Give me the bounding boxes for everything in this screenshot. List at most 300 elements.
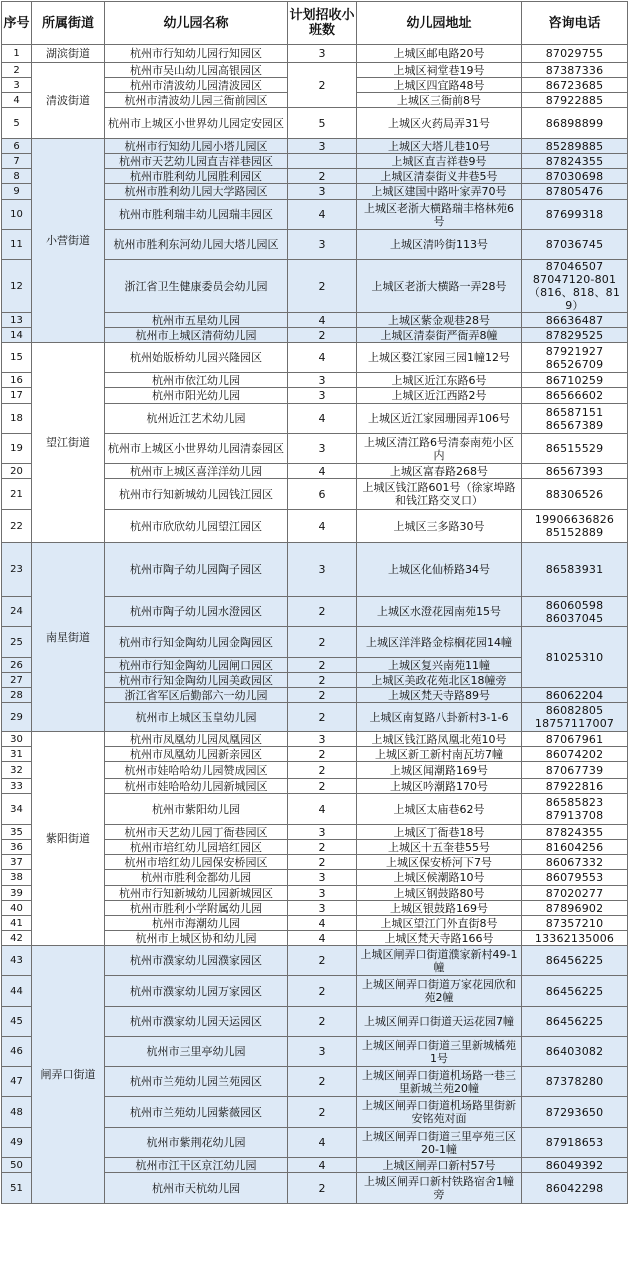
class-count: 2 <box>288 658 357 673</box>
row-number: 20 <box>2 464 32 479</box>
class-count: 2 <box>288 627 357 658</box>
phone-cell <box>522 108 628 139</box>
phone-number: 88306526 <box>545 487 604 501</box>
kindergarten-name: 杭州市上城区玉皇幼儿园 <box>105 703 288 732</box>
header-phone: 咨询电话 <box>522 2 628 45</box>
kindergarten-name: 杭州市行知新城幼儿园新城园区 <box>105 886 288 901</box>
table-header <box>2 2 628 45</box>
phone-number: 85152889 <box>545 526 604 539</box>
phone-number: 86037045 <box>545 611 604 625</box>
phone-cell <box>522 825 628 840</box>
kindergarten-address: 上城区直吉祥巷9号 <box>357 154 522 169</box>
phone-number: 87020277 <box>545 886 604 900</box>
kindergarten-name: 杭州市行知金陶幼儿园金陶园区 <box>105 627 288 658</box>
street-cell: 紫阳街道 <box>32 732 105 946</box>
kindergarten-address: 上城区十五奎巷55号 <box>357 840 522 855</box>
phone-cell <box>522 388 628 404</box>
kindergarten-name: 杭州市胜利东河幼儿园大塔儿园区 <box>105 230 288 260</box>
phone-cell <box>522 93 628 108</box>
kindergarten-name: 杭州市上城区协和幼儿园 <box>105 931 288 946</box>
phone-number: 86060598 <box>545 598 604 612</box>
kindergarten-name: 杭州市胜利小学附属幼儿园 <box>105 901 288 916</box>
phone-number: 87293650 <box>545 1105 604 1119</box>
phone-number: 87699318 <box>545 208 604 221</box>
kindergarten-address: 上城区太庙巷62号 <box>357 794 522 825</box>
class-count: 3 <box>288 45 357 63</box>
phone-number: 87918653 <box>545 1136 604 1149</box>
phone-cell <box>522 230 628 260</box>
row-number: 14 <box>2 328 32 343</box>
header-no: 序号 <box>2 2 32 45</box>
class-count: 2 <box>288 703 357 732</box>
class-count: 4 <box>288 200 357 230</box>
row-number: 34 <box>2 794 32 825</box>
row-number: 45 <box>2 1007 32 1037</box>
kindergarten-address: 上城区富春路268号 <box>357 464 522 479</box>
kindergarten-address: 上城区清吟街113号 <box>357 230 522 260</box>
phone-cell <box>522 404 628 434</box>
phone-number: 87921927 <box>545 344 604 358</box>
class-count: 4 <box>288 794 357 825</box>
kindergarten-name: 杭州市天杭幼儿园 <box>105 1173 288 1204</box>
kindergarten-name: 杭州市清波幼儿园三衙前园区 <box>105 93 288 108</box>
kindergarten-address: 上城区闸弄口街道三里亭苑三区20-1幢 <box>357 1128 522 1158</box>
class-count: 2 <box>288 169 357 184</box>
phone-cell <box>522 762 628 779</box>
class-count: 2 <box>288 63 357 108</box>
kindergarten-address: 上城区清泰街严衙弄8幢 <box>357 328 522 343</box>
class-count: 2 <box>288 328 357 343</box>
kindergarten-name: 杭州近江艺术幼儿园 <box>105 404 288 434</box>
street-cell: 望江街道 <box>32 343 105 543</box>
kindergarten-name: 杭州市娃哈哈幼儿园新城园区 <box>105 779 288 794</box>
kindergarten-address: 上城区水澄花园南苑15号 <box>357 597 522 627</box>
kindergarten-name: 杭州市上城区小世界幼儿园清泰园区 <box>105 434 288 464</box>
kindergarten-name: 杭州市凤凰幼儿园新亲园区 <box>105 747 288 762</box>
kindergarten-name: 杭州市培红幼儿园培红园区 <box>105 840 288 855</box>
phone-number: 86898899 <box>545 116 604 130</box>
header-row <box>2 2 628 45</box>
row-number: 29 <box>2 703 32 732</box>
class-count: 2 <box>288 1097 357 1128</box>
row-number: 1 <box>2 45 32 63</box>
table-row <box>2 732 628 747</box>
kindergarten-address: 上城区闸弄口新村铁路宿舍1幢旁 <box>357 1173 522 1204</box>
kindergarten-address: 上城区候潮路10号 <box>357 870 522 886</box>
phone-number: 87378280 <box>545 1075 604 1088</box>
street-cell: 闸弄口街道 <box>32 946 105 1204</box>
phone-number: 87922885 <box>545 93 604 107</box>
kindergarten-address: 上城区丁衙巷18号 <box>357 825 522 840</box>
phone-number: 86403082 <box>545 1045 604 1058</box>
kindergarten-address: 上城区大塔儿巷10号 <box>357 139 522 154</box>
row-number: 32 <box>2 762 32 779</box>
phone-cell <box>522 464 628 479</box>
kindergarten-name: 杭州市五星幼儿园 <box>105 313 288 328</box>
row-number: 38 <box>2 870 32 886</box>
kindergarten-address: 上城区四宜路48号 <box>357 78 522 93</box>
phone-cell <box>522 627 628 688</box>
kindergarten-address: 上城区闸弄口街道三里新城橘苑1号 <box>357 1037 522 1067</box>
row-number: 46 <box>2 1037 32 1067</box>
kindergarten-name: 杭州始版桥幼儿园兴隆园区 <box>105 343 288 373</box>
kindergarten-name: 杭州市胜利幼儿园胜利园区 <box>105 169 288 184</box>
kindergarten-name: 杭州市行知幼儿园小塔儿园区 <box>105 139 288 154</box>
class-count: 4 <box>288 343 357 373</box>
kindergarten-name: 杭州市依江幼儿园 <box>105 373 288 388</box>
kindergarten-address: 上城区闸弄口新村57号 <box>357 1158 522 1173</box>
row-number: 31 <box>2 747 32 762</box>
class-count: 4 <box>288 1158 357 1173</box>
phone-cell <box>522 169 628 184</box>
kindergarten-address: 上城区老浙大横路一弄28号 <box>357 260 522 313</box>
class-count: 3 <box>288 732 357 747</box>
phone-number: 86526709 <box>545 357 604 371</box>
class-count: 4 <box>288 1128 357 1158</box>
kindergarten-address: 上城区钱江路601号（徐家埠路和钱江路交叉口） <box>357 479 522 510</box>
class-count <box>288 154 357 169</box>
phone-cell <box>522 328 628 343</box>
class-count: 3 <box>288 901 357 916</box>
class-count: 2 <box>288 673 357 688</box>
header-street: 所属街道 <box>32 2 105 45</box>
phone-number: 87067739 <box>545 763 604 777</box>
kindergarten-address: 上城区三衙前8号 <box>357 93 522 108</box>
kindergarten-name: 杭州市兰苑幼儿园兰苑园区 <box>105 1067 288 1097</box>
table-row <box>2 63 628 78</box>
phone-number: （816、818、819） <box>528 286 621 312</box>
class-count: 6 <box>288 479 357 510</box>
kindergarten-address: 上城区三多路30号 <box>357 510 522 543</box>
phone-cell <box>522 840 628 855</box>
phone-number: 87047120-801 <box>532 273 617 286</box>
class-count: 3 <box>288 434 357 464</box>
row-number: 30 <box>2 732 32 747</box>
kindergarten-name: 杭州市紫荆花幼儿园 <box>105 1128 288 1158</box>
row-number: 15 <box>2 343 32 373</box>
class-count: 2 <box>288 976 357 1007</box>
row-number: 9 <box>2 184 32 200</box>
kindergarten-address: 上城区婺江家园三园1幢12号 <box>357 343 522 373</box>
phone-cell <box>522 794 628 825</box>
class-count: 3 <box>288 184 357 200</box>
row-number: 18 <box>2 404 32 434</box>
kindergarten-address: 上城区钱江路凤凰北苑10号 <box>357 732 522 747</box>
kindergarten-name: 浙江省军区后勤部六一幼儿园 <box>105 688 288 703</box>
class-count: 2 <box>288 762 357 779</box>
phone-number: 87030698 <box>545 169 604 183</box>
kindergarten-address: 上城区老浙大横路瑞丰格林苑6号 <box>357 200 522 230</box>
phone-number: 86074202 <box>545 747 604 761</box>
phone-cell <box>522 139 628 154</box>
row-number: 8 <box>2 169 32 184</box>
row-number: 4 <box>2 93 32 108</box>
kindergarten-address: 上城区近江家园珊园弄106号 <box>357 404 522 434</box>
class-count: 2 <box>288 747 357 762</box>
kindergarten-name: 杭州市胜利瑞丰幼儿园瑞丰园区 <box>105 200 288 230</box>
phone-cell <box>522 703 628 732</box>
phone-number: 86723685 <box>545 78 604 92</box>
phone-cell <box>522 63 628 78</box>
street-cell: 小营街道 <box>32 139 105 343</box>
row-number: 43 <box>2 946 32 976</box>
class-count: 2 <box>288 779 357 794</box>
kindergarten-address: 上城区近江西路2号 <box>357 388 522 404</box>
kindergarten-name: 杭州市行知新城幼儿园钱江园区 <box>105 479 288 510</box>
phone-cell <box>522 1173 628 1204</box>
kindergarten-address: 上城区洋泮路金棕榈花园14幢 <box>357 627 522 658</box>
kindergarten-name: 杭州市欣欣幼儿园望江园区 <box>105 510 288 543</box>
class-count: 2 <box>288 260 357 313</box>
phone-number: 86042298 <box>545 1181 604 1195</box>
class-count: 3 <box>288 230 357 260</box>
kindergarten-name: 杭州市上城区小世界幼儿园定安园区 <box>105 108 288 139</box>
phone-cell <box>522 479 628 510</box>
row-number: 36 <box>2 840 32 855</box>
phone-number: 87829525 <box>545 328 604 342</box>
phone-number: 86583931 <box>545 563 604 576</box>
kindergarten-name: 杭州市行知金陶幼儿园闸口园区 <box>105 658 288 673</box>
row-number: 37 <box>2 855 32 870</box>
kindergarten-address: 上城区闸弄口街道机场路一巷三里新城兰苑20幢 <box>357 1067 522 1097</box>
row-number: 47 <box>2 1067 32 1097</box>
class-count: 3 <box>288 139 357 154</box>
kindergarten-address: 上城区闸弄口街道濮家新村49-1幢 <box>357 946 522 976</box>
phone-number: 87357210 <box>545 916 604 930</box>
phone-number: 86062204 <box>545 688 604 702</box>
kindergarten-address: 上城区梵天寺路166号 <box>357 931 522 946</box>
phone-number: 81025310 <box>545 650 604 664</box>
row-number: 39 <box>2 886 32 901</box>
row-number: 51 <box>2 1173 32 1204</box>
row-number: 41 <box>2 916 32 931</box>
table-row <box>2 343 628 373</box>
row-number: 33 <box>2 779 32 794</box>
phone-number: 87046507 <box>545 260 604 273</box>
row-number: 6 <box>2 139 32 154</box>
class-count: 3 <box>288 543 357 597</box>
class-count: 2 <box>288 855 357 870</box>
table-body <box>2 45 628 1204</box>
street-cell: 湖滨街道 <box>32 45 105 63</box>
kindergarten-address: 上城区南复路八卦新村3-1-6 <box>357 703 522 732</box>
phone-number: 86567389 <box>545 418 604 432</box>
kindergarten-name: 杭州市胜利幼儿园大学路园区 <box>105 184 288 200</box>
class-count: 2 <box>288 688 357 703</box>
row-number: 13 <box>2 313 32 328</box>
row-number: 16 <box>2 373 32 388</box>
row-number: 10 <box>2 200 32 230</box>
phone-cell <box>522 901 628 916</box>
header-classes: 计划招收小班数 <box>288 2 357 45</box>
class-count: 4 <box>288 916 357 931</box>
phone-number: 86456225 <box>545 954 604 967</box>
kindergarten-address: 上城区闸弄口街道万家花园欣和苑2幢 <box>357 976 522 1007</box>
row-number: 25 <box>2 627 32 658</box>
phone-cell <box>522 343 628 373</box>
kindergarten-name: 杭州市天艺幼儿园丁衙巷园区 <box>105 825 288 840</box>
class-count: 4 <box>288 404 357 434</box>
kindergarten-name: 杭州市娃哈哈幼儿园赞成园区 <box>105 762 288 779</box>
row-number: 28 <box>2 688 32 703</box>
kindergarten-name: 杭州市上城区清荷幼儿园 <box>105 328 288 343</box>
phone-cell <box>522 976 628 1007</box>
kindergarten-address: 上城区清江路6号清泰南苑小区内 <box>357 434 522 464</box>
phone-cell <box>522 434 628 464</box>
street-cell: 南星街道 <box>32 543 105 732</box>
kindergarten-address: 上城区保安桥河下7号 <box>357 855 522 870</box>
phone-number: 19906636826 <box>534 513 615 526</box>
phone-number: 87387336 <box>545 63 604 77</box>
phone-number: 13362135006 <box>534 931 615 945</box>
kindergarten-address: 上城区望江门外直街8号 <box>357 916 522 931</box>
class-count: 2 <box>288 597 357 627</box>
phone-number: 86567393 <box>545 464 604 478</box>
table-row <box>2 946 628 976</box>
phone-cell <box>522 78 628 93</box>
class-count: 3 <box>288 373 357 388</box>
phone-number: 85289885 <box>545 139 604 153</box>
phone-cell <box>522 313 628 328</box>
phone-cell <box>522 916 628 931</box>
kindergarten-name: 杭州市紫阳幼儿园 <box>105 794 288 825</box>
phone-cell <box>522 931 628 946</box>
class-count: 4 <box>288 464 357 479</box>
class-count: 2 <box>288 1173 357 1204</box>
phone-cell <box>522 946 628 976</box>
row-number: 42 <box>2 931 32 946</box>
class-count: 3 <box>288 870 357 886</box>
phone-cell <box>522 732 628 747</box>
phone-number: 87913708 <box>545 809 604 822</box>
phone-number: 86079553 <box>545 871 604 884</box>
kindergarten-address: 上城区闸弄口街道天运花园7幢 <box>357 1007 522 1037</box>
phone-cell <box>522 260 628 313</box>
row-number: 11 <box>2 230 32 260</box>
kindergarten-address: 上城区新工新村南瓦坊7幢 <box>357 747 522 762</box>
kindergarten-name: 杭州市濮家幼儿园濮家园区 <box>105 946 288 976</box>
row-number: 2 <box>2 63 32 78</box>
phone-cell <box>522 45 628 63</box>
table-row <box>2 139 628 154</box>
class-count: 3 <box>288 825 357 840</box>
phone-number: 18757117007 <box>534 717 615 730</box>
phone-cell <box>522 1037 628 1067</box>
phone-number: 86636487 <box>545 313 604 327</box>
kindergarten-address: 上城区火药局弄31号 <box>357 108 522 139</box>
phone-number: 86566602 <box>545 389 604 402</box>
row-number: 35 <box>2 825 32 840</box>
table-row <box>2 45 628 63</box>
phone-cell <box>522 154 628 169</box>
row-number: 3 <box>2 78 32 93</box>
phone-cell <box>522 597 628 627</box>
phone-cell <box>522 1067 628 1097</box>
phone-cell <box>522 543 628 597</box>
phone-number: 87824355 <box>545 825 604 839</box>
phone-number: 86585823 <box>545 796 604 809</box>
phone-number: 86067332 <box>545 855 604 869</box>
phone-cell <box>522 200 628 230</box>
class-count: 2 <box>288 1067 357 1097</box>
kindergarten-name: 杭州市培红幼儿园保安桥园区 <box>105 855 288 870</box>
kindergarten-name: 杭州市吴山幼儿园高银园区 <box>105 63 288 78</box>
kindergarten-name: 杭州市兰苑幼儿园紫薇园区 <box>105 1097 288 1128</box>
kindergarten-name: 浙江省卫生健康委员会幼儿园 <box>105 260 288 313</box>
kindergarten-name: 杭州市海潮幼儿园 <box>105 916 288 931</box>
class-count: 2 <box>288 1007 357 1037</box>
kindergarten-address: 上城区美政花苑北区18幢旁 <box>357 673 522 688</box>
kindergarten-address: 上城区近江东路6号 <box>357 373 522 388</box>
class-count: 3 <box>288 1037 357 1067</box>
kindergarten-name: 杭州市行知金陶幼儿园美政园区 <box>105 673 288 688</box>
row-number: 17 <box>2 388 32 404</box>
row-number: 7 <box>2 154 32 169</box>
kindergarten-address: 上城区闻潮路169号 <box>357 762 522 779</box>
class-count: 2 <box>288 946 357 976</box>
row-number: 22 <box>2 510 32 543</box>
row-number: 44 <box>2 976 32 1007</box>
phone-cell <box>522 747 628 762</box>
row-number: 27 <box>2 673 32 688</box>
phone-number: 87029755 <box>545 47 604 60</box>
phone-cell <box>522 1158 628 1173</box>
phone-number: 87896902 <box>545 901 604 915</box>
phone-cell <box>522 1128 628 1158</box>
kindergarten-name: 杭州市天艺幼儿园直吉祥巷园区 <box>105 154 288 169</box>
class-count: 4 <box>288 931 357 946</box>
class-count: 3 <box>288 886 357 901</box>
phone-number: 87036745 <box>545 238 604 251</box>
phone-number: 86710259 <box>545 373 604 387</box>
row-number: 23 <box>2 543 32 597</box>
kindergarten-address: 上城区祠堂巷19号 <box>357 63 522 78</box>
kindergarten-address: 上城区复兴南苑11幢 <box>357 658 522 673</box>
class-count: 5 <box>288 108 357 139</box>
street-cell: 清波街道 <box>32 63 105 139</box>
phone-number: 86456225 <box>545 984 604 998</box>
phone-number: 81604256 <box>545 840 604 854</box>
kindergarten-name: 杭州市江干区京江幼儿园 <box>105 1158 288 1173</box>
phone-number: 86456225 <box>545 1015 604 1028</box>
kindergarten-name: 杭州市濮家幼儿园万家园区 <box>105 976 288 1007</box>
phone-number: 87805476 <box>545 185 604 198</box>
row-number: 24 <box>2 597 32 627</box>
kindergarten-address: 上城区银鼓路169号 <box>357 901 522 916</box>
row-number: 12 <box>2 260 32 313</box>
table-row <box>2 543 628 597</box>
row-number: 50 <box>2 1158 32 1173</box>
class-count: 2 <box>288 840 357 855</box>
kindergarten-address: 上城区钢鼓路80号 <box>357 886 522 901</box>
row-number: 5 <box>2 108 32 139</box>
kindergarten-address: 上城区紫金观巷28号 <box>357 313 522 328</box>
kindergarten-name: 杭州市陶子幼儿园水澄园区 <box>105 597 288 627</box>
phone-number: 86515529 <box>545 442 604 455</box>
kindergarten-name: 杭州市上城区喜洋洋幼儿园 <box>105 464 288 479</box>
phone-cell <box>522 870 628 886</box>
class-count: 4 <box>288 510 357 543</box>
header-name: 幼儿园名称 <box>105 2 288 45</box>
kindergarten-address: 上城区吟潮路170号 <box>357 779 522 794</box>
row-number: 49 <box>2 1128 32 1158</box>
kindergarten-name: 杭州市清波幼儿园清波园区 <box>105 78 288 93</box>
phone-cell <box>522 779 628 794</box>
phone-cell <box>522 184 628 200</box>
phone-number: 87824355 <box>545 154 604 168</box>
kindergarten-address: 上城区化仙桥路34号 <box>357 543 522 597</box>
kindergarten-name: 杭州市濮家幼儿园天运园区 <box>105 1007 288 1037</box>
